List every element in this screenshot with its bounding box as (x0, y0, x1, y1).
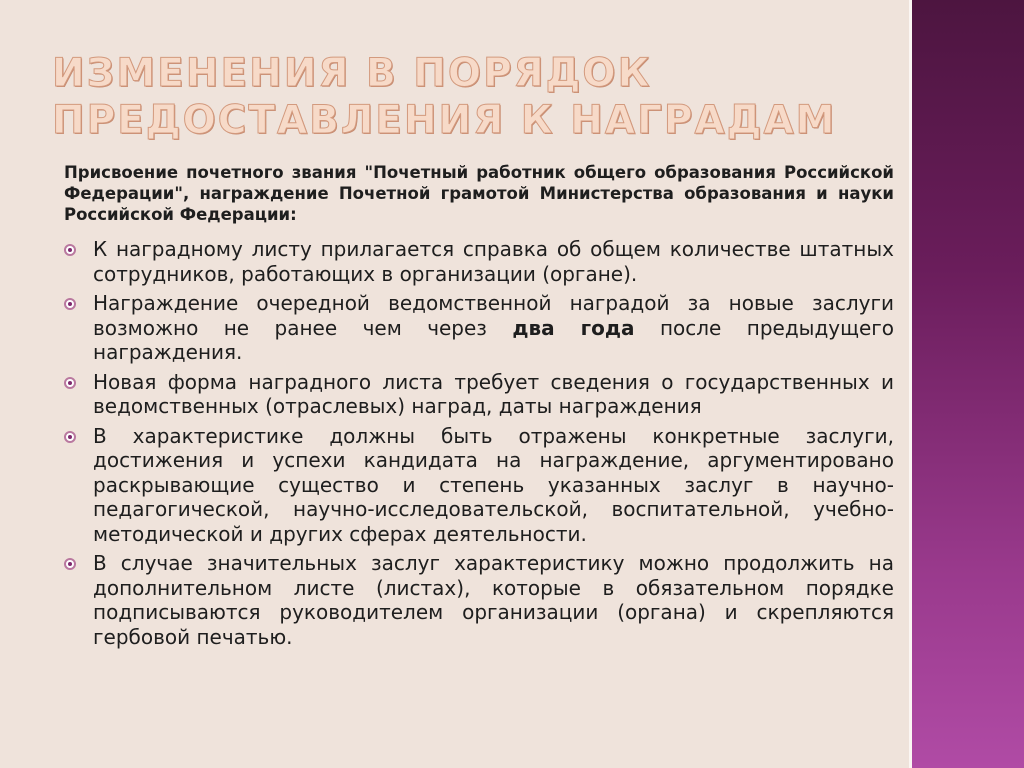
slide-title-line-1: ИЗМЕНЕНИЯ В ПОРЯДОК (52, 51, 652, 96)
bullet-text-before: Награждение очередной ведомственной наградой за новые заслуги возможно не ранее чем через (93, 291, 894, 340)
bullet-item-extra-sheets (64, 551, 894, 649)
bullet-item-interval (64, 291, 894, 365)
bullet-text-after: после предыдущего награждения. (93, 315, 894, 364)
circle-bullet-icon (64, 558, 76, 570)
bullet-text: В случае значительных заслуг характеристику можно продолжить на дополнительном листе (листах), которые в обязательном порядке подписываются руководителем организации (органа) и скрепляются гербовой печатью. (93, 551, 894, 649)
slide-title-line-2: ПРЕДОСТАВЛЕНИЯ К НАГРАДАМ (52, 98, 837, 143)
decorative-side-bar (912, 0, 1024, 768)
circle-bullet-icon (64, 244, 76, 256)
circle-bullet-icon (64, 298, 76, 310)
bullet-list (64, 237, 894, 654)
slide-subtitle: Присвоение почетного звания "Почетный работник общего образования Российской Федерации", награждение Почетной грамотой Министерства образования и науки Российской Федерации: (64, 163, 894, 224)
slide-title (52, 50, 892, 144)
bullet-text: Новая форма наградного листа требует сведения о государственных и ведомственных (отраслевых) наград, даты награждения (93, 369, 894, 418)
circle-bullet-icon (64, 377, 76, 389)
bullet-item-new-form (64, 370, 894, 419)
bullet-item-characteristic (64, 424, 894, 547)
bullet-text: В характеристике должны быть отражены конкретные заслуги, достижения и успехи кандидата на награждение, аргументировано раскрывающие существо и степень указанных заслуг в научно-педагогической, научно-исследовательской, воспитательной, учебно-методической и других сферах деятельности. (93, 423, 894, 546)
circle-bullet-icon (64, 431, 76, 443)
bullet-text: К наградному листу прилагается справка об общем количестве штатных сотрудников, работающих в организации (органе). (93, 237, 894, 286)
bullet-item-attachment (64, 237, 894, 286)
bullet-text-emphasis: два года (512, 315, 635, 340)
